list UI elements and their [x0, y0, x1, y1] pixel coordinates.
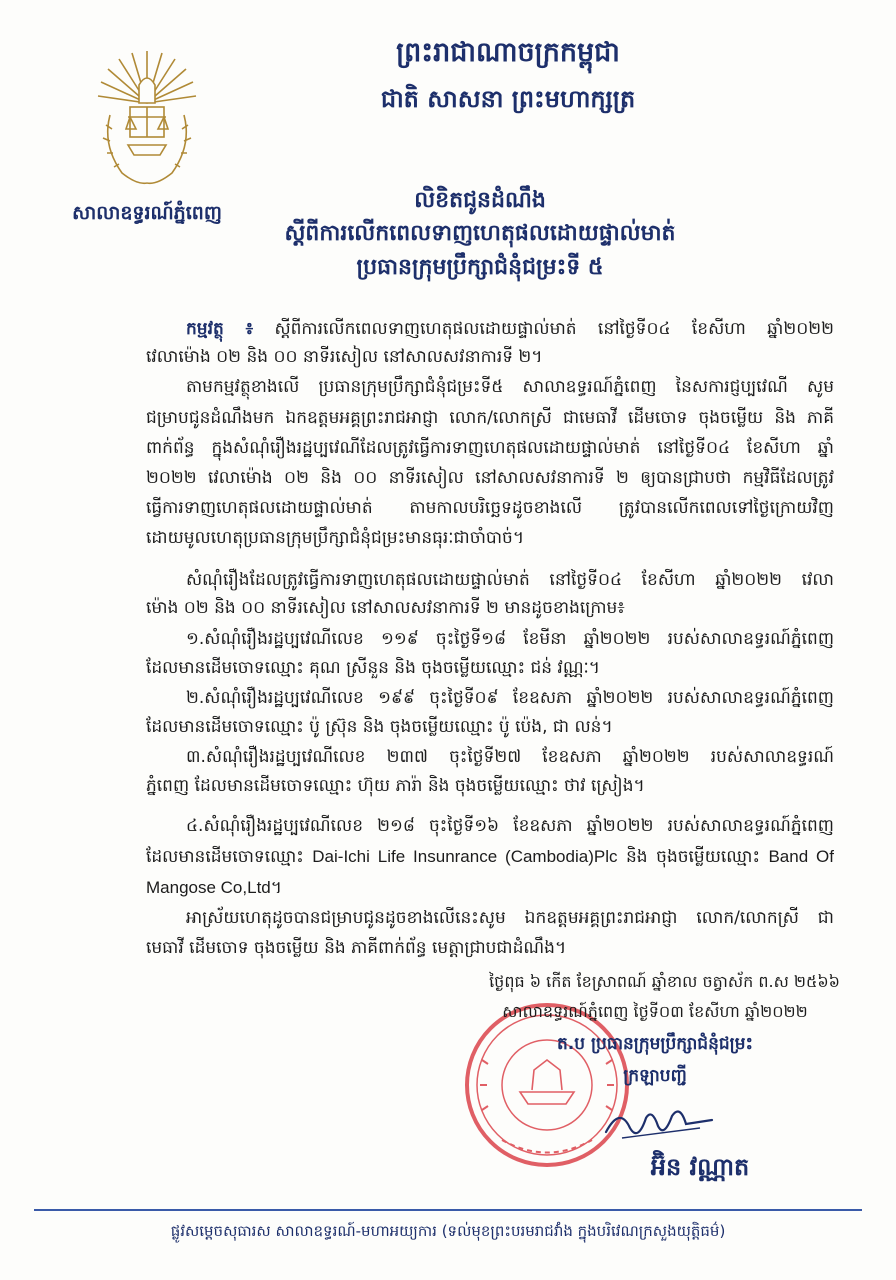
case-3-line-2: ភ្នំពេញ ដែលមានដើមចោទឈ្មោះ ហ៊ុយ ភារ៉ា និង ចុងចម្លើយឈ្មោះ ថាវ ស្រៀង។	[146, 776, 645, 796]
paragraph-2-line-2: ម៉ោង ០២ និង ០០ នាទីរសៀល នៅសាលសវនាការទី ២ មានដូចខាងក្រោម៖	[146, 598, 625, 618]
paragraph-1-line-5: ធ្វើការទាញហេតុផលដោយផ្ទាល់មាត់ តាមកាលបរិច្ឆេទដូចខាងលើ ត្រូវបានលើកពេលទៅថ្ងៃក្រោយវិញ	[146, 498, 834, 518]
court-emblem-logo	[92, 45, 202, 195]
document-subtitle: ស្តីពីការលើកពេលទាញហេតុផលដោយផ្ទាល់មាត់	[284, 221, 676, 246]
case-4-line-3	[146, 876, 282, 900]
national-motto: ជាតិ សាសនា ព្រះមហាក្សត្រ	[380, 85, 636, 113]
handwritten-signature	[600, 1098, 720, 1148]
paragraph-1-line-1: តាមកម្មវត្ថុខាងលើ ប្រធានក្រុមប្រឹក្សាជំនុំជម្រះទី៥ សាលាឧទ្ធរណ៍ភ្នំពេញ នៃសការជ្ញប្បវេណី សូម	[186, 377, 834, 397]
footer-rule	[34, 1209, 862, 1211]
case-4-plaintiff-label: ដែលមានដើមចោទឈ្មោះ	[146, 847, 313, 867]
court-name: សាលាឧទ្ធរណ៍ភ្នំពេញ	[72, 202, 222, 224]
subject-label: កម្មវត្ថុ ៖	[186, 319, 254, 339]
subject-text: ស្តីពីការលើកពេលទាញហេតុផលដោយផ្ទាល់មាត់ នៅថ្ងៃទី០៤ ខែសីហា ឆ្នាំ២០២២	[274, 319, 834, 339]
case-4-end-mark: ។	[270, 878, 282, 898]
case-4-defendant-label: និង ចុងចម្លើយឈ្មោះ	[617, 847, 769, 867]
case-3-line-1: ៣.សំណុំរឿងរដ្ឋប្បវេណីលេខ ២៣៧ ចុះថ្ងៃទី២៧ ខែឧសភា ឆ្នាំ២០២២ របស់សាលាឧទ្ធរណ៍	[186, 747, 834, 767]
case-2-line-2: ដែលមានដើមចោទឈ្មោះ ប៉ូ ស្រ៊ុន និង ចុងចម្លើយឈ្មោះ ប៉ូ ប៉េង, ជា លន់។	[146, 717, 613, 737]
case-4-defendant-name-start: Band Of	[768, 847, 834, 866]
footer-address: ផ្លូវសម្តេចសុធារស សាលាឧទ្ធរណ៍-មហាអយ្យការ (ទល់មុខព្រះបរមរាជវាំង ក្នុងបរិវេណក្រសួងយុត្តិធម៌)	[170, 1222, 726, 1240]
case-1-line-2: ដែលមានដើមចោទឈ្មោះ គុណ ស្រីនួន និង ចុងចម្លើយឈ្មោះ ជន់ វណ្ណៈ។	[146, 658, 600, 678]
place-and-date: សាលាឧទ្ធរណ៍ភ្នំពេញ ថ្ងៃទី០៣ ខែសីហា ឆ្នាំ២០២២	[502, 1002, 808, 1021]
case-4-defendant-name-end: Mangose Co,Ltd	[146, 878, 271, 897]
closing-line-2: មេធាវី ដើមចោទ ចុងចម្លើយ និង ភាគីពាក់ព័ន្ធ មេត្តាជ្រាបជាដំណឹង។	[146, 938, 567, 958]
signatory-name: អ៊ិន វណ្ណាត	[650, 1153, 750, 1181]
closing-line-1: អាស្រ័យហេតុដូចបានជម្រាបជូនដូចខាងលើនេះសូម ឯកឧត្តមអគ្គព្រះរាជអាជ្ញា លោក/លោកស្រី ជា	[186, 908, 834, 928]
chamber-title: ប្រធានក្រុមប្រឹក្សាជំនុំជម្រះទី ៥	[356, 255, 604, 280]
lunar-date: ថ្ងៃពុធ ៦ កើត ខែស្រាពណ៍ ឆ្នាំខាល ចត្វាស័ក ព.ស ២៥៦៦	[489, 972, 840, 991]
on-behalf-of: ត.ប ប្រធានក្រុមប្រឹក្សាជំនុំជម្រះ	[557, 1034, 753, 1054]
case-4-plaintiff-name: Dai-Ichi Life Insunrance (Cambodia)Plc	[312, 847, 618, 866]
case-2-line-1: ២.សំណុំរឿងរដ្ឋប្បវេណីលេខ ១៩៩ ចុះថ្ងៃទី០៩ ខែឧសភា ឆ្នាំ២០២២ របស់សាលាឧទ្ធរណ៍ភ្នំពេញ	[186, 688, 834, 708]
paragraph-1-line-4: ២០២២ វេលាម៉ោង ០២ និង ០០ នាទីរសៀល នៅសាលសវនាការទី ២ ឲ្យបានជ្រាបថា កម្មវិធីដែលត្រូវ	[146, 468, 834, 488]
document-title: លិខិតជូនដំណឹង	[414, 188, 546, 213]
paragraph-1-line-6: ដោយមូលហេតុប្រធានក្រុមប្រឹក្សាជំនុំជម្រះមានធុរៈជាចាំបាច់។	[146, 528, 525, 548]
subject-line-2: វេលាម៉ោង ០២ និង ០០ នាទីរសៀល នៅសាលសវនាការទី ២។	[146, 347, 543, 367]
case-4-line-2	[146, 845, 834, 869]
paragraph-1-line-2: ជម្រាបជូនដំណឹងមក ឯកឧត្តមអគ្គព្រះរាជអាជ្ញា លោក/លោកស្រី ជាមេធាវី ដើមចោទ ចុងចម្លើយ និង ភាគី	[146, 408, 834, 428]
case-1-line-1: ១.សំណុំរឿងរដ្ឋប្បវេណីលេខ ១១៩ ចុះថ្ងៃទី១៨ ខែមីនា ឆ្នាំ២០២២ របស់សាលាឧទ្ធរណ៍ភ្នំពេញ	[186, 629, 834, 649]
case-4-line-1: ៤.សំណុំរឿងរដ្ឋប្បវេណីលេខ ២១៨ ចុះថ្ងៃទី១៦ ខែឧសភា ឆ្នាំ២០២២ របស់សាលាឧទ្ធរណ៍ភ្នំពេញ	[186, 816, 834, 836]
signatory-role: ក្រឡាបញ្ជី	[623, 1066, 687, 1086]
paragraph-1-line-3: ពាក់ព័ន្ធ ក្នុងសំណុំរឿងរដ្ឋប្បវេណីដែលត្រូវធ្វើការទាញហេតុផលដោយផ្ទាល់មាត់ នៅថ្ងៃទី០៤ ខែសីហា ឆ្នាំ	[146, 438, 834, 458]
paragraph-2-line-1: សំណុំរឿងដែលត្រូវធ្វើការទាញហេតុផលដោយផ្ទាល់មាត់ នៅថ្ងៃទី០៤ ខែសីហា ឆ្នាំ២០២២ វេលា	[186, 570, 834, 590]
subject-line	[186, 317, 834, 341]
kingdom-heading: ព្រះរាជាណាចក្រកម្ពុជា	[396, 37, 620, 68]
